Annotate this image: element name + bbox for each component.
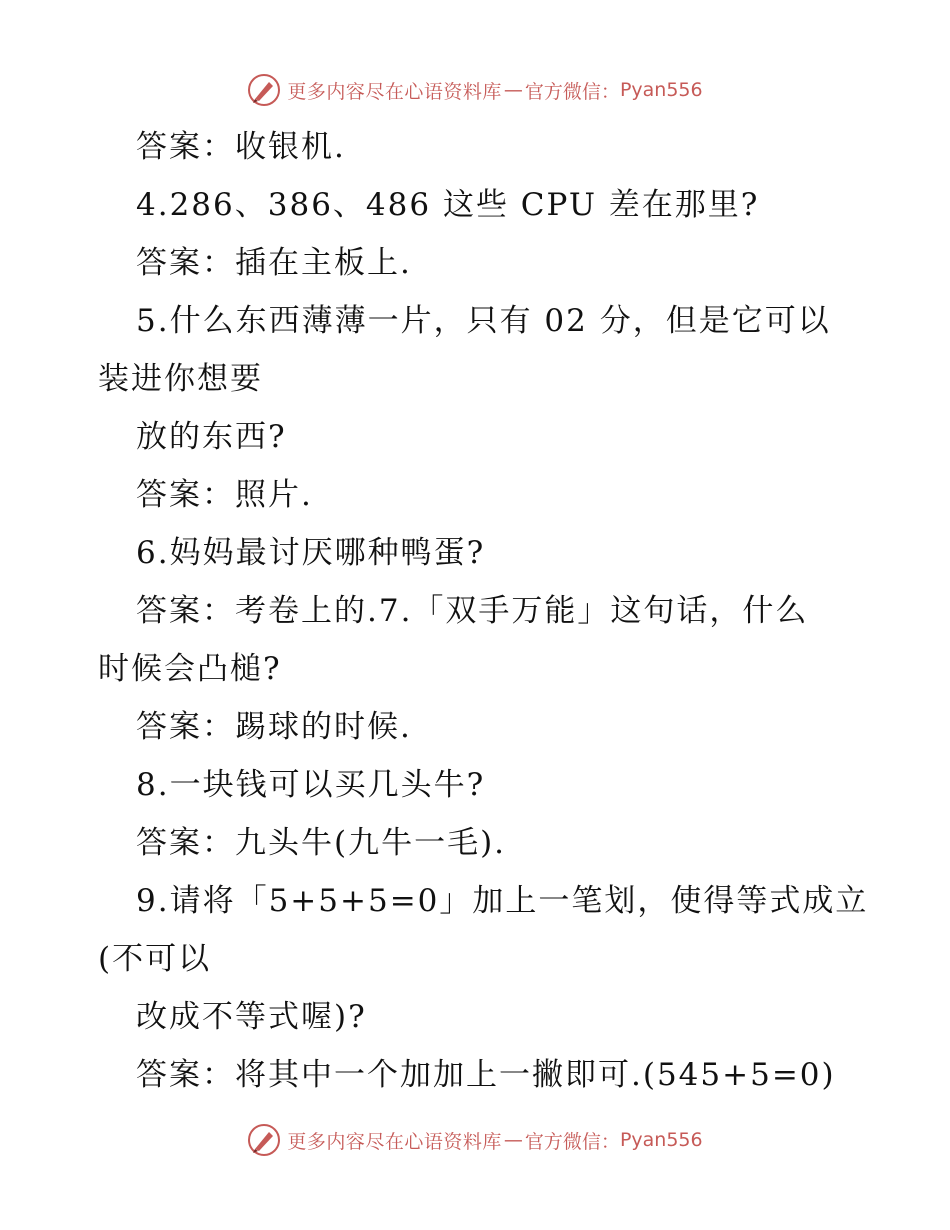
question-line: 5.什么东西薄薄一片，只有 02 分，但是它可以 bbox=[136, 303, 831, 339]
watermark-official-label: 官方微信： bbox=[524, 1130, 620, 1153]
question-line: 8.一块钱可以买几头牛? bbox=[136, 767, 486, 803]
question-line-continued: 改成不等式喔)? bbox=[136, 999, 367, 1035]
header-watermark bbox=[0, 70, 950, 110]
question-line: 4.286、386、486 这些 CPU 差在那里? bbox=[136, 187, 760, 223]
answer-line: 答案：收银机. bbox=[136, 129, 346, 165]
pen-logo-icon bbox=[247, 1123, 281, 1157]
watermark-separator: — bbox=[503, 1129, 523, 1151]
answer-line: 答案：照片. bbox=[136, 477, 313, 513]
watermark-wechat-id: Pyan556 bbox=[619, 79, 703, 101]
question-line: 6.妈妈最讨厌哪种鸭蛋? bbox=[136, 535, 486, 571]
watermark-text: 更多内容尽在心语资料库 bbox=[287, 80, 502, 103]
footer-watermark bbox=[0, 1120, 950, 1160]
question-line-continued: (不可以 bbox=[98, 941, 212, 977]
question-line-continued: 装进你想要 bbox=[98, 361, 263, 397]
question-line-continued: 放的东西? bbox=[136, 419, 287, 455]
answer-line: 答案：踢球的时候. bbox=[136, 709, 412, 745]
answer-line: 答案：插在主板上. bbox=[136, 245, 412, 281]
pen-logo-icon bbox=[247, 73, 281, 107]
watermark-wechat-id: Pyan556 bbox=[619, 1129, 703, 1151]
watermark-official-label: 官方微信： bbox=[524, 80, 620, 103]
watermark-separator: — bbox=[503, 79, 523, 101]
document-body bbox=[98, 118, 878, 1104]
question-line: 9.请将「5+5+5=0」加上一笔划，使得等式成立 bbox=[136, 883, 869, 919]
answer-line: 答案：将其中一个加加上一撇即可.(545+5=0) bbox=[136, 1057, 836, 1093]
answer-line: 答案：考卷上的.7.「双手万能」这句话，什么 bbox=[136, 593, 809, 629]
question-line-continued: 时候会凸槌? bbox=[98, 651, 282, 687]
watermark-text: 更多内容尽在心语资料库 bbox=[287, 1130, 502, 1153]
answer-line: 答案：九头牛(九牛一毛). bbox=[136, 825, 507, 861]
